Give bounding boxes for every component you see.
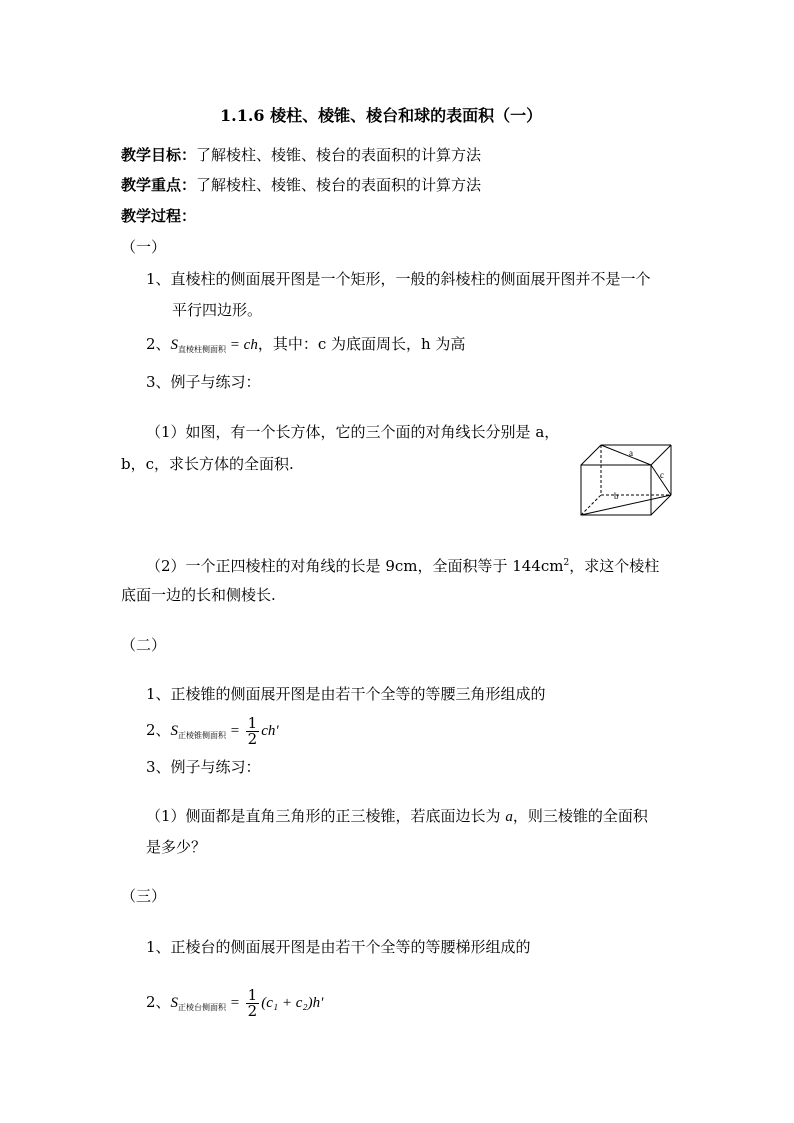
cuboid-hidden-edge bbox=[581, 495, 601, 515]
s3-frac-num: 1 bbox=[247, 985, 258, 1004]
s3-item2-tail: (c₁ + c₂)h' bbox=[261, 995, 324, 1011]
section-1-heading: （一） bbox=[121, 238, 167, 256]
s1-ex2-line1-b: ，求这个棱柱 bbox=[569, 557, 660, 575]
cuboid-figure bbox=[576, 440, 676, 520]
section-3-heading: （三） bbox=[121, 887, 167, 905]
s1-item2-prefix: 2、 bbox=[146, 335, 171, 353]
s3-item2-prefix: 2、 bbox=[146, 993, 171, 1011]
teaching-focus bbox=[121, 175, 481, 195]
cuboid-edge bbox=[651, 495, 671, 515]
s1-item1-line1: 1、直棱柱的侧面展开图是一个矩形，一般的斜棱柱的侧面展开图并不是一个 bbox=[146, 270, 651, 288]
s2-item2-eq: = bbox=[226, 723, 244, 739]
label-b: b bbox=[614, 491, 619, 501]
s3-item2-eq: = bbox=[226, 995, 244, 1011]
s3-item2-formula bbox=[146, 984, 323, 1026]
s1-ex2-line1 bbox=[146, 553, 659, 576]
teaching-focus-label: 教学重点： bbox=[121, 176, 197, 194]
s2-item2-prefix: 2、 bbox=[146, 721, 171, 739]
cuboid-edge bbox=[651, 445, 671, 465]
s3-item1: 1、正棱台的侧面展开图是由若干个全等的等腰梯形组成的 bbox=[146, 938, 531, 956]
s2-item1: 1、正棱锥的侧面展开图是由若干个全等的等腰三角形组成的 bbox=[146, 685, 546, 703]
s2-ex1-line1 bbox=[146, 806, 648, 827]
s2-frac-num: 1 bbox=[247, 713, 258, 732]
s1-item2-S: S bbox=[170, 337, 179, 353]
s2-ex1-line2: 是多少？ bbox=[146, 838, 207, 856]
s2-item2-S: S bbox=[170, 723, 179, 739]
teaching-focus-text: 了解棱柱、棱锥、棱台的表面积的计算方法 bbox=[196, 176, 482, 194]
diagonal-a bbox=[601, 445, 651, 465]
cuboid-edge bbox=[581, 445, 601, 465]
section-2-heading: （二） bbox=[121, 636, 167, 654]
s2-ex1-var: a bbox=[505, 809, 513, 825]
s2-item2-tail: ch' bbox=[261, 723, 279, 739]
s3-item2-S: S bbox=[170, 995, 179, 1011]
s1-ex2-line2: 底面一边的长和侧棱长. bbox=[121, 586, 276, 604]
s1-item2-rhs: = ch bbox=[226, 337, 258, 353]
teaching-process-label: 教学过程： bbox=[121, 207, 197, 225]
s1-item2-formula bbox=[146, 334, 465, 360]
page-title: 1.1.6 棱柱、棱锥、棱台和球的表面积（一） bbox=[220, 106, 543, 125]
s1-ex1-line1: （1）如图，有一个长方体，它的三个面的对角线长分别是 a， bbox=[146, 423, 560, 441]
s2-item2-sub: 正棱锥侧面积 bbox=[178, 731, 227, 740]
s1-item2-sub: 直棱柱侧面积 bbox=[178, 345, 227, 354]
s2-item2-fraction bbox=[246, 713, 260, 748]
s1-ex2-sup: 2 bbox=[563, 558, 570, 568]
s2-item3: 3、例子与练习： bbox=[146, 758, 261, 776]
s2-ex1-line1-a: （1）侧面都是直角三角形的正三棱锥，若底面边长为 bbox=[146, 807, 506, 825]
s3-frac-den: 2 bbox=[247, 1001, 258, 1020]
s1-ex2-line1-a: （2）一个正四棱柱的对角线的长是 9cm，全面积等于 144cm bbox=[146, 557, 564, 575]
label-a: a bbox=[629, 448, 633, 458]
label-c: c bbox=[660, 470, 664, 480]
teaching-goal bbox=[121, 145, 481, 165]
s2-frac-den: 2 bbox=[247, 729, 258, 748]
s1-ex1-line2: b，c，求长方体的全面积. bbox=[121, 455, 294, 473]
s3-item2-fraction bbox=[246, 985, 260, 1020]
teaching-goal-label: 教学目标： bbox=[121, 146, 197, 164]
s1-item3: 3、例子与练习： bbox=[146, 373, 261, 391]
s1-item1-line2: 平行四边形。 bbox=[172, 301, 263, 319]
s2-item2-formula bbox=[146, 712, 279, 754]
s2-ex1-line1-b: ，则三棱锥的全面积 bbox=[512, 807, 648, 825]
s3-item2-sub: 正棱台侧面积 bbox=[178, 1003, 227, 1012]
s1-item2-text: ，其中：c 为底面周长，h 为高 bbox=[257, 335, 466, 353]
diagonal-b bbox=[581, 495, 671, 515]
teaching-goal-text: 了解棱柱、棱锥、棱台的表面积的计算方法 bbox=[196, 146, 482, 164]
